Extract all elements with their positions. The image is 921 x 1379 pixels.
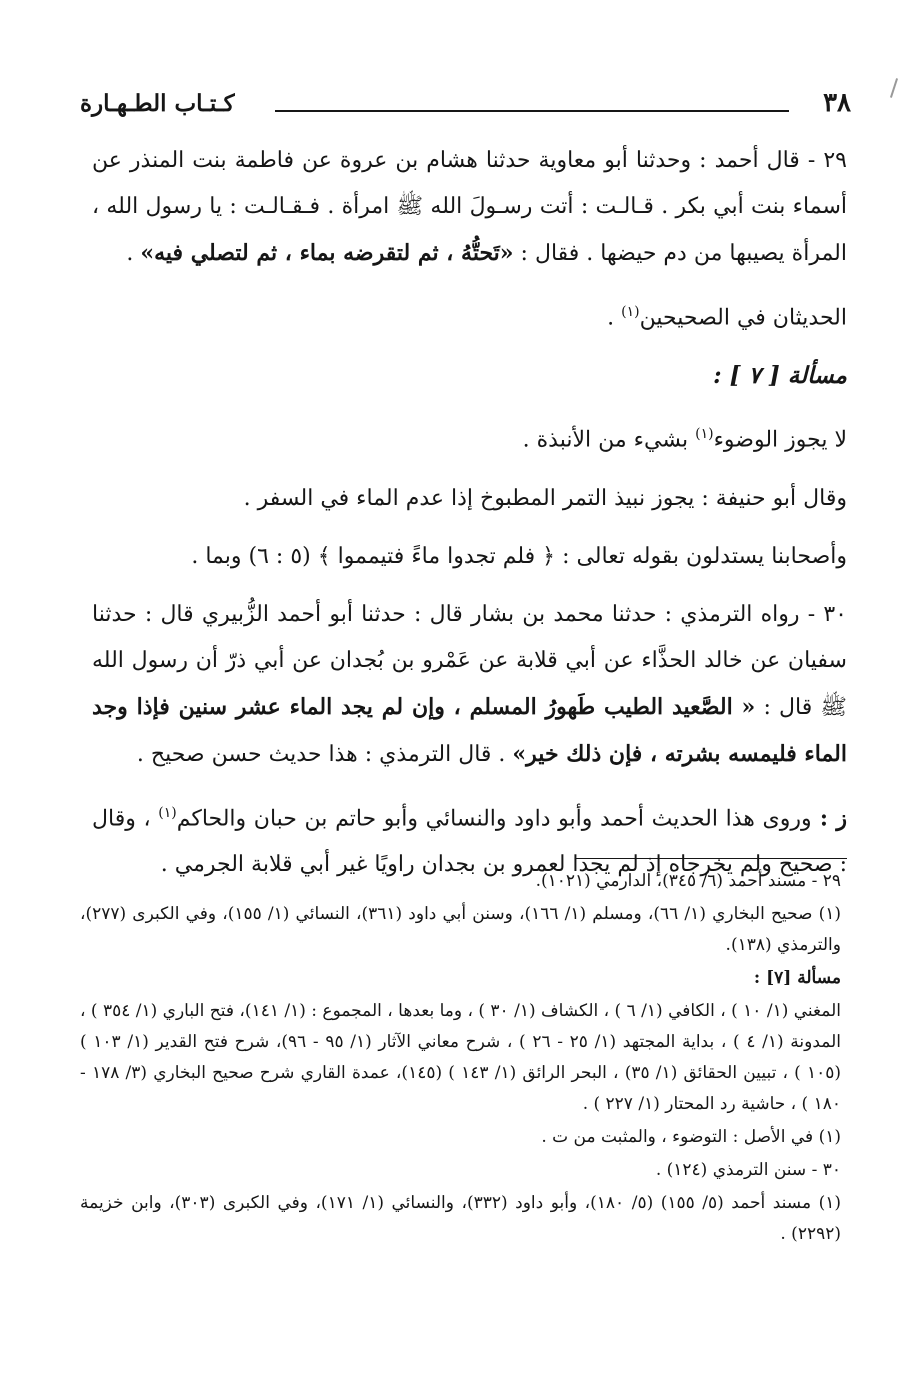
ashabuna-evidence: وأصحابنا يستدلون بقوله تعالى : ﴿ فلم تجدوا ماءً فتيمموا ﴾ (٥ : ٦) وبما . [191,543,847,569]
footnote-masala-refs: المغني (١/ ١٠ ) ، الكافي (١/ ٦ ) ، الكشاف (١/ ٣٠ ) ، وما بعدها ، المجموع : (١/ ١٤١)، فتح الباري (١/ ٣٥٤ ) ، المدونة (١/ ٤ ) ، بداية المجتهد (١/ ٢٥ - ٢٦ ) ، شرح معاني الآثار (١/ ٩٥ - ٩٦)، شرح فتح القدير (١/ ١٠٣ ) (١٠٥ ) ، تبيين الحقائق (١/ ٣٥) ، البحر الرائق (١/ ١٤٣ ) (١٤٥)، عمدة القاري شرح صحيح البخاري (٣/ ١٧٨ - ١٨٠ ) ، حاشية رد المحتار (١/ ٢٢٧ ) . [80,1001,842,1114]
masala-heading: مسألة [ ٧ ] : [713,362,847,390]
footnote-masala-heading: مسألة [٧] : [753,968,841,988]
masala-statement-a: لا يجوز الوضوء [713,427,847,453]
both-sahih-end: . [607,305,622,331]
both-sahih-line [92,289,847,341]
abu-hanifa-opinion: وقال أبو حنيفة : يجوز نبيذ التمر المطبوخ إذا عدم الماء في السفر . [243,485,847,511]
footnote-30-1: (١) مسند أحمد (٥/ ١٥٥) (٥/ ١٨٠)، وأبو داود (٣٣٢)، والنسائي (١/ ١٧١)، وفي الكبرى (٣٠٣)، وابن خزيمة (٢٢٩٢) . [80,1193,841,1244]
running-title: كـتـاب الطـهـارة [80,90,235,117]
zay-text-a: وروى هذا الحديث أحمد وأبو داود والنسائي وأبو حاتم بن حبان والحاكم [176,805,812,831]
page-number: ٣٨ [823,88,851,118]
footnotes [80,866,841,1252]
hadith-30-matn: « الصَّعيد الطيب طَهورُ المسلم ، وإن لم يجد الماء عشر سنين فإذا وجد الماء فليمسه بشرته ، فإن ذلك خير» [92,693,847,767]
hadith-29-matn: «تَحتُّهُ ، ثم لتقرضه بماء ، ثم لتصلي فيه» [140,240,514,266]
hadith-30-end: . قال الترمذي : هذا حديث حسن صحيح . [136,741,513,767]
footnote-ref: (١) [621,304,640,320]
zay-marker: ز : [811,804,847,831]
hadith-29-isnad: ٢٩ - قال أحمد : وحدثنا أبو معاوية حدثنا هشام بن عروة عن فاطمة بنت المنذر عن أسماء بنت أبي بكر . قـالـت : أتت رسـولَ الله ﷺ امرأة . فـقـالـت : يا رسول الله ، المرأة يصيبها من دم حيضها . فقال : [92,148,847,266]
zay-text-b: ، وقال : صحيح ولم يخرجاه إذ لم يجدا لعمرو بن بجدان راويًا غير أبي قلابة الجرمي . [92,805,847,877]
masala-statement-b: بشيء من الأنبذة . [522,427,696,453]
masala-statement [92,411,847,463]
footnote-masala-1: (١) في الأصل : التوضوء ، والمثبت من ت . [541,1127,841,1147]
footnote-30: ٣٠ - سنن الترمذي (١٢٤) . [655,1160,841,1180]
hadith-29-end: . [126,241,141,266]
main-text [92,138,847,888]
both-sahih-text: الحديثان في الصحيحين [639,305,847,331]
hadith-29 [92,138,847,277]
scan-mark [890,78,898,98]
hadith-30-isnad: ٣٠ - رواه الترمذي : حدثنا محمد بن بشار قال : حدثنا أبو أحمد الزُّبيري قال : حدثنا سفيان عن خالد الحذَّاء عن أبي قلابة عن عَمْرو بن بُجدان عن أبي ذرّ أن رسول الله ﷺ قال : [92,601,848,720]
hadith-30 [92,592,847,778]
page-header [80,88,851,128]
footnote-29: ٢٩ - مسند أحمد (٦/ ٣٤٥)، الدارمي (١٠٢١). [535,871,841,891]
footnote-ref: (١) [695,426,714,443]
footnote-29-1: (١) صحيح البخاري (١/ ٦٦)، ومسلم (١/ ١٦٦)، وسنن أبي داود (٣٦١)، النسائي (١/ ١٥٥)، وفي الكبرى (٢٧٧)، والترمذي (١٣٨). [80,904,842,955]
footnote-rule [575,858,847,859]
header-rule [275,110,789,112]
footnote-ref: (١) [158,804,177,821]
